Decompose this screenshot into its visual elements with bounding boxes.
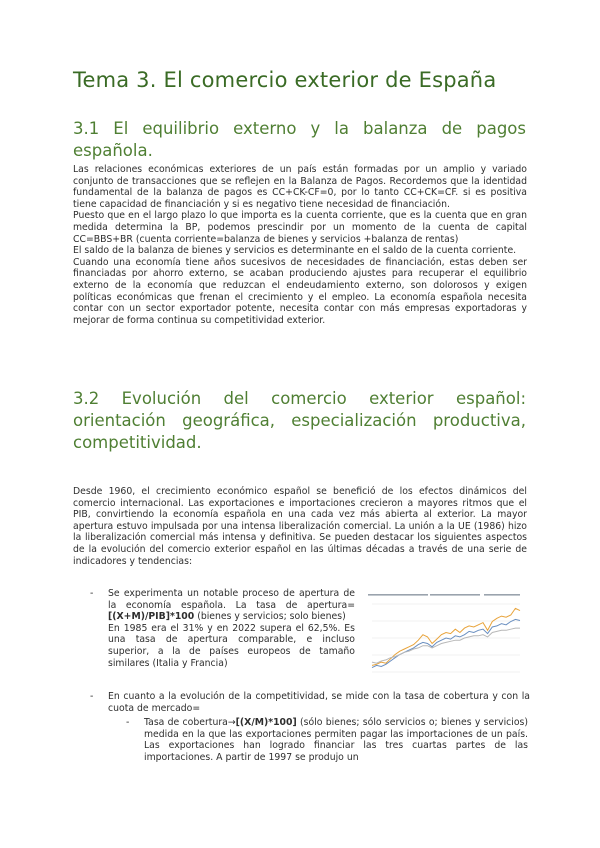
bullet-dash: - [126,717,130,728]
list-item-text: Se experimenta un notable proceso de apertura de la economía española. La tasa de apertura= [(X+M)/PIB]*100 (bienes y servicios; solo bienes) [108,588,355,623]
chart-caption-stroke [430,594,480,596]
chart-caption-stroke [484,594,520,596]
page-title: Tema 3. El comercio exterior de España [73,68,497,92]
section-heading-3-1: 3.1 El equilibrio externo y la balanza de pagos española. [73,119,526,160]
list-item-text: En 1985 era el 31% y en 2022 supera el 62,5%. Es una tasa de apertura comparable, e incluso superior, a la de países europeos de tamaño similares (Italia y Francia) [108,622,355,669]
paragraph: Cuando una economía tiene años sucesivos de necesidades de financiación, estas deben ser financiadas por ahorro externo, se acaban produciendo ajustes para recuperar el equilibrio externo de la economía que reduzcan el endeudamiento externo, son dolorosos y exigen políticas económicas que frenan el crecimiento y el empleo. La economía española necesita contar con un sector exportador potente, necesita contar con más empresas exportadoras y mejorar de forma continua su competitividad exterior. [73,256,527,326]
paragraph: Desde 1960, el crecimiento económico español se benefició de los efectos dinámicos del comercio internacional. Las exportaciones e importaciones crecieron a mayores ritmos que el PIB, convirtiendo la economía española en una cada vez más abierta al exterior. La mayor apertura estuvo impulsada por una intensa liberalización comercial. La unión a la UE (1986) hizo la liberalización comercial más intensa y definitiva. Se pueden destacar los siguientes aspectos de la evolución del comercio exterior español en las últimas décadas a través de una serie de indicadores y tendencias: [73,486,527,567]
chart-header-text-blur [368,594,520,596]
chart-svg [364,590,526,682]
section-heading-3-2: 3.2 Evolución del comercio exterior español: orientación geográfica, especialización productiva, competitividad. [73,389,526,452]
paragraph: Las relaciones económicas exteriores de un país están formadas por un amplio y variado conjunto de transacciones que se reflejen en la Balanza de Pagos. Recordemos que la identidad fundamental de la balanza de pagos es CC+CK-CF=0, por lo tanto CC+CK=CF. si es positiva tiene capacidad de financiación y si es negativo tiene necesidad de financiación. [73,164,527,210]
section-3-2-body [73,486,527,567]
paragraph: El saldo de la balanza de bienes y servicios es determinante en el saldo de la cuenta corriente. [73,245,517,257]
paragraph: Puesto que en el largo plazo lo que importa es la cuenta corriente, que es la cuenta que en gran medida determina la BP, podemos prescindir por un momento de la cuenta de capital CC=BBS+BR (cuenta corriente=balanza de bienes y servicios +balanza de rentas) [73,210,527,245]
chart-caption-stroke [368,594,428,596]
formula: [(X/M)*100] [235,717,297,728]
list-item-text: En cuanto a la evolución de la competitividad, se mide con la tasa de cobertura y con la cuota de mercado= [108,691,530,714]
bullet-dash: - [90,588,94,599]
openness-chart [364,590,526,682]
section-3-1-body [73,164,527,326]
bullet-dash: - [90,691,94,702]
list-item-text: Tasa de cobertura→[(X/M)*100] (sólo bienes; sólo servicios o; bienes y servicios) medida en la que las exportaciones permiten pagar las importaciones de un país. Las exportaciones han logrado financiar las tres cuartas partes de las importaciones. A partir de 1997 se produjo un [144,717,529,763]
formula: [(X+M)/PIB]*100 [108,611,195,623]
